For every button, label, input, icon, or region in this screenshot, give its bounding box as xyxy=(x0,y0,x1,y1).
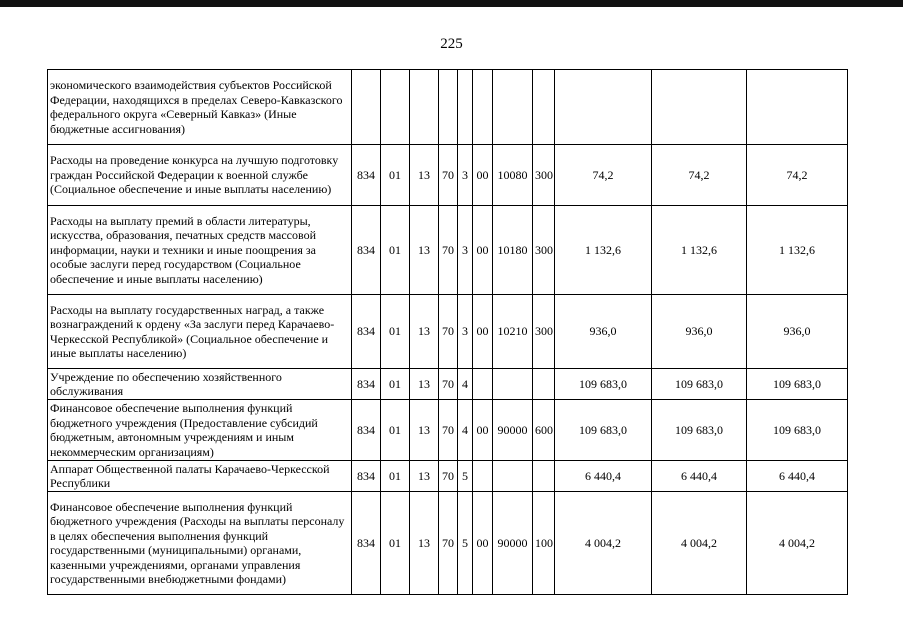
amount-year-1: 6 440,4 xyxy=(555,461,652,492)
amount-year-3: 109 683,0 xyxy=(747,369,848,400)
event-code xyxy=(473,70,493,145)
amount-year-1: 109 683,0 xyxy=(555,369,652,400)
amount-year-3: 936,0 xyxy=(747,295,848,369)
expense-type-code: 300 xyxy=(533,145,555,206)
amount-year-3: 6 440,4 xyxy=(747,461,848,492)
direction-code: 10080 xyxy=(493,145,533,206)
subsection-code: 13 xyxy=(410,206,439,295)
row-description: Учреждение по обеспечению хозяйственного обслуживания xyxy=(48,369,352,400)
dept-code: 834 xyxy=(352,295,381,369)
amount-year-2: 109 683,0 xyxy=(652,369,747,400)
amount-year-1: 109 683,0 xyxy=(555,400,652,461)
expense-type-code: 300 xyxy=(533,295,555,369)
direction-code: 90000 xyxy=(493,400,533,461)
program-code: 70 xyxy=(439,369,458,400)
subsection-code: 13 xyxy=(410,461,439,492)
expense-type-code: 100 xyxy=(533,492,555,595)
amount-year-3: 4 004,2 xyxy=(747,492,848,595)
section-code: 01 xyxy=(381,461,410,492)
row-description: экономического взаимодействия субъектов Российской Федерации, находящихся в пределах Северо-Кавказского федерального округа «Северный Кавказ» (Иные бюджетные ассигнования) xyxy=(48,70,352,145)
program-code: 70 xyxy=(439,206,458,295)
table-row xyxy=(48,400,848,461)
table-row xyxy=(48,206,848,295)
subsection-code: 13 xyxy=(410,295,439,369)
table-row xyxy=(48,492,848,595)
table-row xyxy=(48,295,848,369)
dept-code: 834 xyxy=(352,206,381,295)
dept-code: 834 xyxy=(352,369,381,400)
budget-table-body xyxy=(48,70,848,595)
row-description: Расходы на выплату премий в области литературы, искусства, образования, печатных средств массовой информации, науки и техники и иные поощрения за особые заслуги перед государством (Социальное обеспечение и иные выплаты населению) xyxy=(48,206,352,295)
amount-year-2: 936,0 xyxy=(652,295,747,369)
subprogram-code: 4 xyxy=(458,369,473,400)
row-description: Финансовое обеспечение выполнения функций бюджетного учреждения (Предоставление субсидий бюджетным, автономным учреждениям и иным некоммерческим организациям) xyxy=(48,400,352,461)
program-code: 70 xyxy=(439,492,458,595)
budget-table xyxy=(47,69,848,595)
subprogram-code: 3 xyxy=(458,206,473,295)
program-code: 70 xyxy=(439,295,458,369)
subprogram-code: 5 xyxy=(458,461,473,492)
amount-year-2: 74,2 xyxy=(652,145,747,206)
section-code: 01 xyxy=(381,206,410,295)
direction-code: 10180 xyxy=(493,206,533,295)
program-code: 70 xyxy=(439,400,458,461)
event-code xyxy=(473,369,493,400)
subprogram-code: 4 xyxy=(458,400,473,461)
event-code xyxy=(473,461,493,492)
section-code: 01 xyxy=(381,369,410,400)
amount-year-1 xyxy=(555,70,652,145)
dept-code: 834 xyxy=(352,492,381,595)
dept-code: 834 xyxy=(352,145,381,206)
row-description: Аппарат Общественной палаты Карачаево-Черкесской Республики xyxy=(48,461,352,492)
direction-code xyxy=(493,369,533,400)
subprogram-code xyxy=(458,70,473,145)
subprogram-code: 5 xyxy=(458,492,473,595)
direction-code xyxy=(493,70,533,145)
expense-type-code: 300 xyxy=(533,206,555,295)
subsection-code: 13 xyxy=(410,400,439,461)
table-row xyxy=(48,461,848,492)
amount-year-3: 1 132,6 xyxy=(747,206,848,295)
expense-type-code xyxy=(533,369,555,400)
direction-code: 90000 xyxy=(493,492,533,595)
subsection-code: 13 xyxy=(410,369,439,400)
amount-year-1: 1 132,6 xyxy=(555,206,652,295)
row-description: Расходы на проведение конкурса на лучшую подготовку граждан Российской Федерации к военной службе (Социальное обеспечение и иные выплаты населению) xyxy=(48,145,352,206)
program-code: 70 xyxy=(439,145,458,206)
subsection-code: 13 xyxy=(410,492,439,595)
subsection-code xyxy=(410,70,439,145)
page-number: 225 xyxy=(440,36,463,52)
section-code: 01 xyxy=(381,145,410,206)
subprogram-code: 3 xyxy=(458,295,473,369)
event-code: 00 xyxy=(473,492,493,595)
amount-year-2: 1 132,6 xyxy=(652,206,747,295)
scan-top-edge xyxy=(0,0,903,7)
amount-year-3: 109 683,0 xyxy=(747,400,848,461)
program-code: 70 xyxy=(439,461,458,492)
subprogram-code: 3 xyxy=(458,145,473,206)
section-code xyxy=(381,70,410,145)
row-description: Расходы на выплату государственных наград, а также вознаграждений к ордену «За заслуги перед Карачаево-Черкесской Республикой» (Социальное обеспечение и иные выплаты населению) xyxy=(48,295,352,369)
dept-code: 834 xyxy=(352,461,381,492)
amount-year-3: 74,2 xyxy=(747,145,848,206)
amount-year-1: 936,0 xyxy=(555,295,652,369)
event-code: 00 xyxy=(473,145,493,206)
section-code: 01 xyxy=(381,295,410,369)
amount-year-2: 4 004,2 xyxy=(652,492,747,595)
event-code: 00 xyxy=(473,206,493,295)
table-row xyxy=(48,145,848,206)
amount-year-2 xyxy=(652,70,747,145)
amount-year-3 xyxy=(747,70,848,145)
expense-type-code xyxy=(533,461,555,492)
subsection-code: 13 xyxy=(410,145,439,206)
dept-code xyxy=(352,70,381,145)
table-row xyxy=(48,369,848,400)
amount-year-1: 74,2 xyxy=(555,145,652,206)
amount-year-1: 4 004,2 xyxy=(555,492,652,595)
event-code: 00 xyxy=(473,400,493,461)
section-code: 01 xyxy=(381,492,410,595)
event-code: 00 xyxy=(473,295,493,369)
expense-type-code: 600 xyxy=(533,400,555,461)
program-code xyxy=(439,70,458,145)
direction-code: 10210 xyxy=(493,295,533,369)
dept-code: 834 xyxy=(352,400,381,461)
section-code: 01 xyxy=(381,400,410,461)
amount-year-2: 6 440,4 xyxy=(652,461,747,492)
direction-code xyxy=(493,461,533,492)
amount-year-2: 109 683,0 xyxy=(652,400,747,461)
row-description: Финансовое обеспечение выполнения функций бюджетного учреждения (Расходы на выплаты персоналу в целях обеспечения выполнения функций государственными (муниципальными) органами, казенными учреждениями, органами управления государственными внебюджетными фондами) xyxy=(48,492,352,595)
expense-type-code xyxy=(533,70,555,145)
table-row xyxy=(48,70,848,145)
